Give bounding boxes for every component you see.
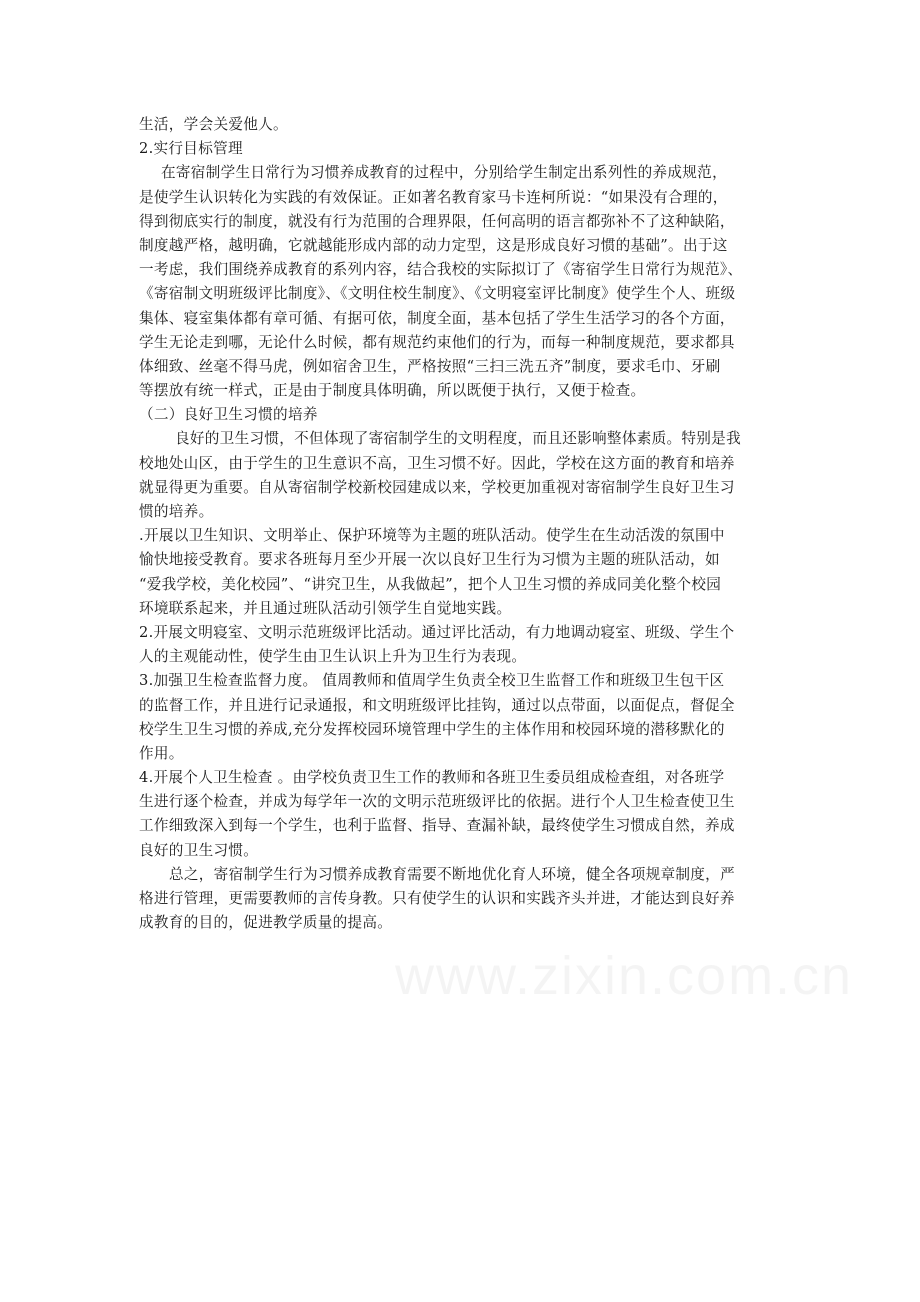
list-item-line: 3.加强卫生检查监督力度。 值周教师和值周学生负责全校卫生监督工作和班级卫生包干区 (139, 672, 725, 690)
paragraph-first-line: 在寄宿制学生日常行为习惯养成教育的过程中，分别给学生制定出系列性的养成规范， (161, 164, 727, 182)
text-line: 良好的卫生习惯。 (139, 841, 259, 859)
list-item-line: 4.开展个人卫生检查 。由学校负责卫生工作的教师和各班卫生委员组成检查组，对各班学 (139, 769, 725, 787)
text-line: “爱我学校，美化校园”、“讲究卫生，从我做起”，把个人卫生习惯的养成同美化整个校园 (139, 575, 722, 593)
text-line: 校地处山区，由于学生的卫生意识不高，卫生习惯不好。因此，学校在这方面的教育和培养 (139, 454, 735, 472)
text-line: 等摆放有统一样式，正是由于制度具体明确，所以既便于执行，又便于检查。 (139, 382, 646, 400)
watermark (395, 945, 853, 1007)
text-line: 学生无论走到哪，无论什么时候，都有规范约束他们的行为，而每一种制度规范，要求都具 (139, 333, 735, 351)
text-line: 就显得更为重要。自从寄宿制学校新校园建成以来，学校更加重视对寄宿制学生良好卫生习 (139, 478, 735, 496)
text-line: 作用。 (139, 744, 184, 762)
text-line: 一考虑，我们围绕养成教育的系列内容，结合我校的实际拟订了《寄宿学生日常行为规范》、 (139, 261, 743, 279)
list-item-line: 2.开展文明寝室、文明示范班级评比活动。通过评比活动，有力地调动寝室、班级、学生个 (139, 623, 735, 641)
text-line: 得到彻底实行的制度，就没有行为范围的合理界限，任何高明的语言都弥补不了这种缺陷， (139, 212, 735, 230)
text-line: 是使学生认识转化为实践的有效保证。正如著名教育家马卡连柯所说：“如果没有合理的， (139, 188, 728, 206)
text-line: 工作细致深入到每一个学生，也利于监督、指导、查漏补缺，最终使学生习惯成自然，养成 (139, 817, 735, 835)
text-line: 的监督工作，并且进行记录通报，和文明班级评比挂钩，通过以点带面，以面促点，督促全 (139, 696, 735, 714)
paragraph-first-line: 总之，寄宿制学生行为习惯养成教育需要不断地优化育人环境，健全各项规章制度，严 (169, 865, 735, 883)
text-line: 《寄宿制文明班级评比制度》、《文明住校生制度》、《文明寝室评比制度》使学生个人、班级 (139, 285, 736, 303)
text-line: 校学生卫生习惯的养成,充分发挥校园环境管理中学生的主体作用和校园环境的潜移默化的 (139, 720, 725, 738)
text-line: 成教育的目的，促进教学质量的提高。 (139, 914, 393, 932)
list-item-line: .开展以卫生知识、文明举止、保护环境等为主题的班队活动。使学生在生动活泼的氛围中 (139, 527, 725, 545)
section-heading: 2.实行目标管理 (139, 140, 243, 158)
text-line: 集体、寝室集体都有章可循、有据可依，制度全面，基本包括了学生生活学习的各个方面， (139, 309, 735, 327)
text-line: 体细致、丝毫不得马虎，例如宿舍卫生，严格按照“三扫三洗五齐”制度，要求毛巾、牙刷 (139, 357, 721, 375)
text-line: 环境联系起来，并且通过班队活动引领学生自觉地实践。 (139, 599, 512, 617)
subsection-heading: （二）良好卫生习惯的培养 (139, 406, 318, 424)
text-line: 人的主观能动性，使学生由卫生认识上升为卫生行为表现。 (139, 648, 527, 666)
text-line: 生活，学会关爱他人。 (139, 116, 288, 133)
text-line: 制度越严格，越明确，它就越能形成内部的动力定型，这是形成良好习惯的基础”。出于这 (139, 236, 728, 254)
text-line: 惯的培养。 (139, 503, 214, 520)
document-body (139, 113, 783, 935)
text-line: 愉快地接受教育。要求各班每月至少开展一次以良好卫生行为习惯为主题的班队活动，如 (139, 551, 720, 569)
text-line: 格进行管理，更需要教师的言传身教。只有使学生的认识和实践齐头并进，才能达到良好养 (139, 890, 735, 907)
text-line: 生进行逐个检查，并成为每学年一次的文明示范班级评比的依据。进行个人卫生检查使卫生 (139, 793, 735, 811)
paragraph-first-line: 良好的卫生习惯，不但体现了寄宿制学生的文明程度，而且还影响整体素质。特别是我 (175, 430, 741, 448)
